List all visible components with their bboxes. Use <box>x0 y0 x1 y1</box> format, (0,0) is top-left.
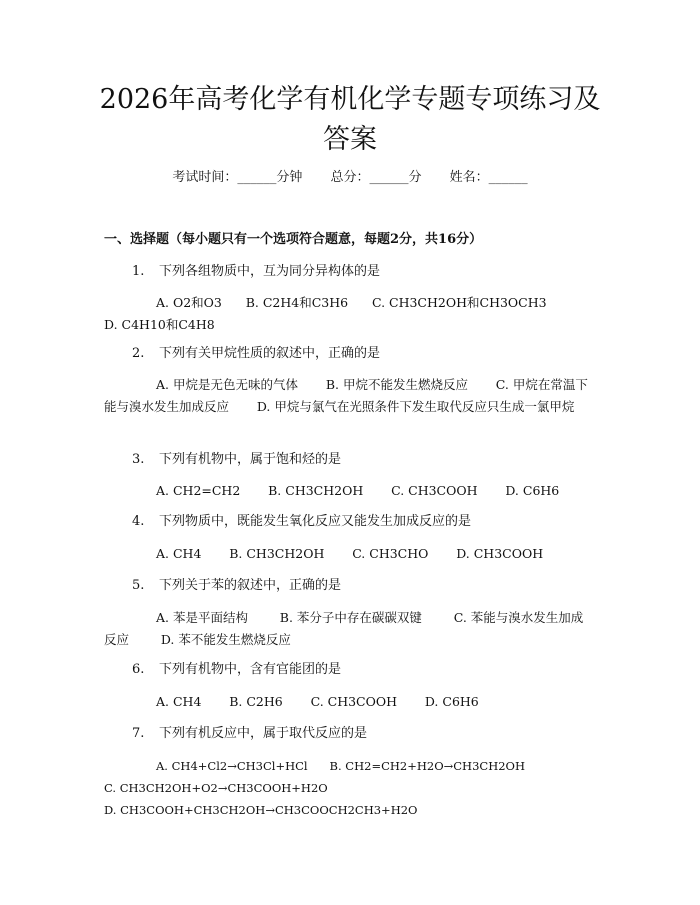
option-b: B. C2H4和C3H6 <box>245 295 349 310</box>
option-b: B. CH3CH2OH <box>229 546 325 561</box>
option-a: A. 甲烷是无色无味的气体 <box>156 377 298 392</box>
question-stem: 下列物质中，既能发生氧化反应又能发生加成反应的是 <box>159 514 472 529</box>
option-a: A. CH4 <box>156 694 202 709</box>
question-stem: 下列有机物中，属于饱和烃的是 <box>159 452 342 467</box>
option-d: D. 苯不能发生燃烧反应 <box>160 632 291 647</box>
question-number: 7. <box>132 726 145 741</box>
option-c: C. CH3CHO <box>352 546 429 561</box>
question-1-options <box>104 292 594 336</box>
question-number: 6. <box>132 662 145 677</box>
question-stem: 下列各组物质中，互为同分异构体的是 <box>159 264 381 279</box>
option-c: C. CH3CH2OH和CH3OCH3 <box>371 295 547 310</box>
option-b: B. CH2=CH2+H2O→CH3CH2OH <box>329 759 526 773</box>
question-number: 3. <box>132 452 145 467</box>
question-stem: 下列有机物中，含有官能团的是 <box>159 662 342 677</box>
question-stem: 下列有关甲烷性质的叙述中，正确的是 <box>159 346 381 361</box>
question-4-options <box>104 543 594 565</box>
option-c: C. CH3COOH <box>391 483 478 498</box>
option-d: D. C6H6 <box>424 694 479 709</box>
option-d: D. C6H6 <box>505 483 560 498</box>
question-6 <box>132 660 341 680</box>
option-a: A. 苯是平面结构 <box>156 610 248 625</box>
question-number: 4. <box>132 514 145 529</box>
option-d: D. 甲烷与氯气在光照条件下发生取代反应只生成一氯甲烷 <box>256 399 575 414</box>
question-6-options <box>104 691 594 713</box>
option-b: B. CH3CH2OH <box>268 483 364 498</box>
exam-meta <box>0 168 700 188</box>
question-2 <box>132 344 380 364</box>
option-a: A. CH2=CH2 <box>156 483 241 498</box>
question-5-options <box>104 607 594 651</box>
option-d: D. CH3COOH <box>456 546 544 561</box>
page-title: 2026年高考化学有机化学专题专项练习及答案 <box>99 84 601 155</box>
question-number: 1. <box>132 264 145 279</box>
option-d: D. C4H10和C4H8 <box>104 317 215 332</box>
question-number: 2. <box>132 346 145 361</box>
option-c: C. 甲烷在常温下能与溴水发生加成反应 <box>104 377 588 414</box>
option-d: D. CH3COOH+CH3CH2OH→CH3COOCH2CH3+H2O <box>104 803 418 817</box>
option-b: B. C2H6 <box>229 694 283 709</box>
question-3-options <box>104 480 594 502</box>
question-number: 5. <box>132 578 145 593</box>
option-c: C. CH3CH2OH+O2→CH3COOH+H2O <box>104 781 328 795</box>
question-3 <box>132 450 341 470</box>
question-5 <box>132 576 341 596</box>
option-c: C. 苯能与溴水发生加成反应 <box>104 610 584 647</box>
question-1 <box>132 262 380 282</box>
question-7 <box>132 724 367 744</box>
option-a: A. CH4 <box>156 546 202 561</box>
option-c: C. CH3COOH <box>310 694 398 709</box>
question-stem: 下列关于苯的叙述中，正确的是 <box>159 578 342 593</box>
question-4 <box>132 512 471 532</box>
question-stem: 下列有机反应中，属于取代反应的是 <box>159 726 368 741</box>
option-b: B. 苯分子中存在碳碳双键 <box>279 610 422 625</box>
question-7-options <box>104 755 594 821</box>
exam-score: 总分：______分 <box>330 170 422 185</box>
section-heading: 一、选择题（每小题只有一个选项符合题意，每题2分，共16分） <box>104 232 483 247</box>
option-a: A. CH4+Cl2→CH3Cl+HCl <box>156 759 308 773</box>
option-a: A. O2和O3 <box>156 295 222 310</box>
exam-time: 考试时间：______分钟 <box>172 170 303 185</box>
question-2-options <box>104 374 594 418</box>
exam-name: 姓名：______ <box>449 170 528 185</box>
option-b: B. 甲烷不能发生燃烧反应 <box>325 377 468 392</box>
